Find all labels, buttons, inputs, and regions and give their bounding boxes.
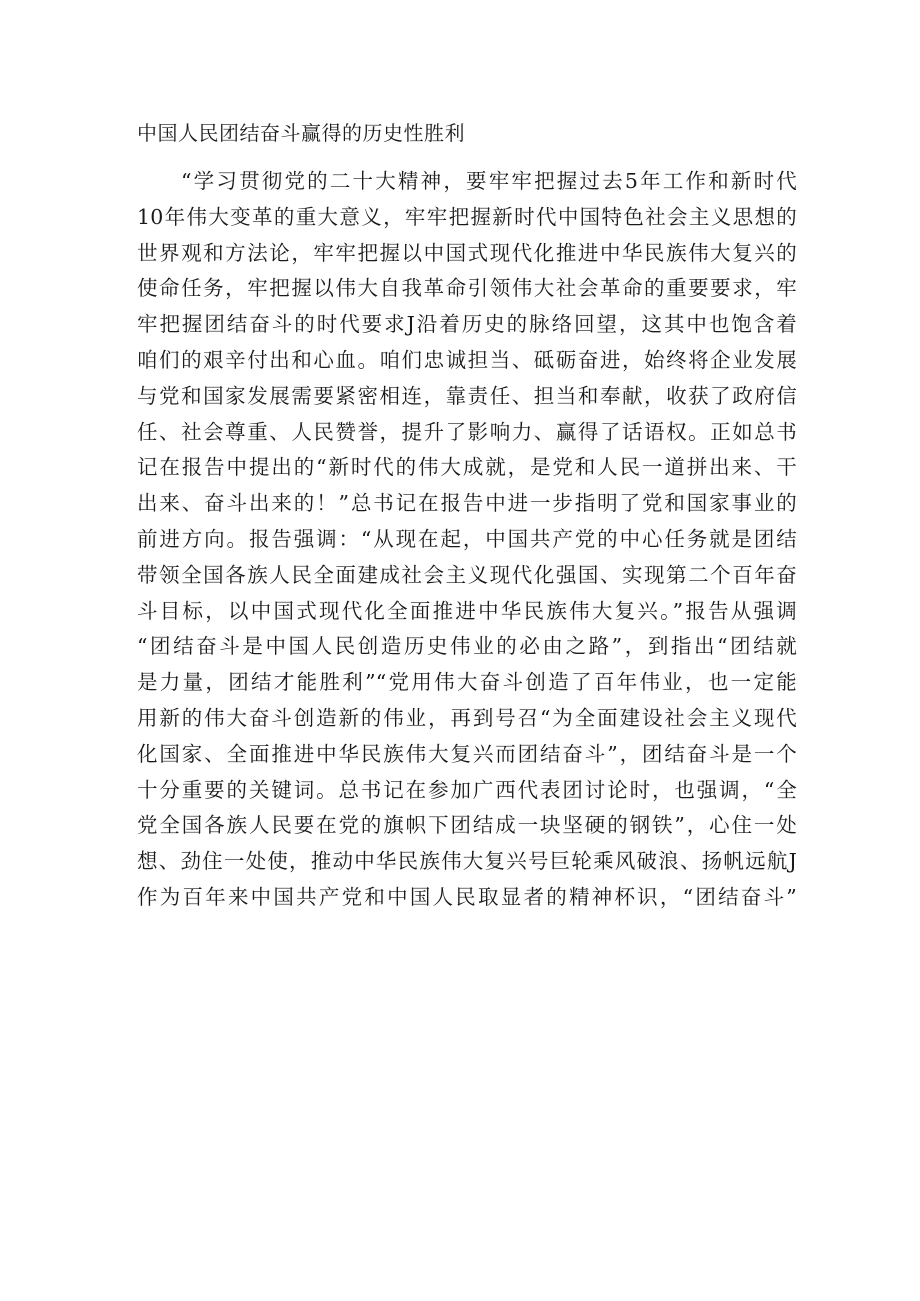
- body-line: 牢把握团结奋斗的时代要求J沿着历史的脉络回望，这其中也饱含着: [137, 312, 797, 337]
- body-line: “团结奋斗是中国人民创造历史伟业的必由之路”，到指出“团结就: [137, 634, 797, 659]
- body-line: 10年伟大变革的重大意义，牢牢把握新时代中国特色社会主义思想的: [137, 204, 797, 229]
- body-line: 前进方向。报告强调：“从现在起，中国共产党的中心任务就是团结: [137, 526, 797, 551]
- body-line: 十分重要的关键词。总书记在参加广西代表团讨论时，也强调，“全: [137, 777, 797, 802]
- document-title: 中国人民团结奋斗赢得的历史性胜利: [137, 121, 465, 145]
- body-line: 用新的伟大奋斗创造新的伟业，再到号召“为全面建设社会主义现代: [137, 705, 797, 730]
- document-body: [137, 164, 797, 916]
- body-line: 党全国各族人民要在党的旗帜下团结成一块坚硬的钢铁”，心住一处: [137, 813, 797, 838]
- body-line: 作为百年来中国共产党和中国人民取显者的精神杯识，“团结奋斗”: [137, 884, 797, 909]
- body-line: 斗目标，以中国式现代化全面推进中华民族伟大复兴。”报告从强调: [137, 598, 797, 623]
- body-line: 是力量，团结才能胜利”“党用伟大奋斗创造了百年伟业，也一定能: [137, 670, 797, 695]
- body-line: 出来、奋斗出来的！”总书记在报告中进一步指明了党和国家事业的: [137, 491, 797, 516]
- body-line: 带领全国各族人民全面建成社会主义现代化强国、实现第二个百年奋: [137, 562, 797, 587]
- body-line: “学习贯彻党的二十大精神，要牢牢把握过去5年工作和新时代: [181, 169, 797, 193]
- body-line: 记在报告中提出的“新时代的伟大成就，是党和人民一道拼出来、干: [137, 455, 797, 480]
- body-line: 世界观和方法论，牢牢把握以中国式现代化推进中华民族伟大复兴的: [137, 240, 797, 265]
- body-line: 化国家、全面推进中华民族伟大复兴而团结奋斗”，团结奋斗是一个: [137, 741, 797, 766]
- body-line: 咱们的艰辛付出和心血。咱们忠诚担当、砥砺奋进，始终将企业发展: [137, 347, 797, 372]
- body-line: 与党和国家发展需要紧密相连，靠责任、担当和奉献，收获了政府信: [137, 383, 797, 408]
- body-line: 想、劲住一处使，推动中华民族伟大复兴号巨轮乘风破浪、扬帆远航J: [137, 849, 797, 874]
- body-line: 任、社会尊重、人民赞誉，提升了影响力、赢得了话语权。正如总书: [137, 419, 797, 444]
- body-line: 使命任务，牢把握以伟大自我革命引领伟大社会革命的重要要求，牢: [137, 276, 797, 301]
